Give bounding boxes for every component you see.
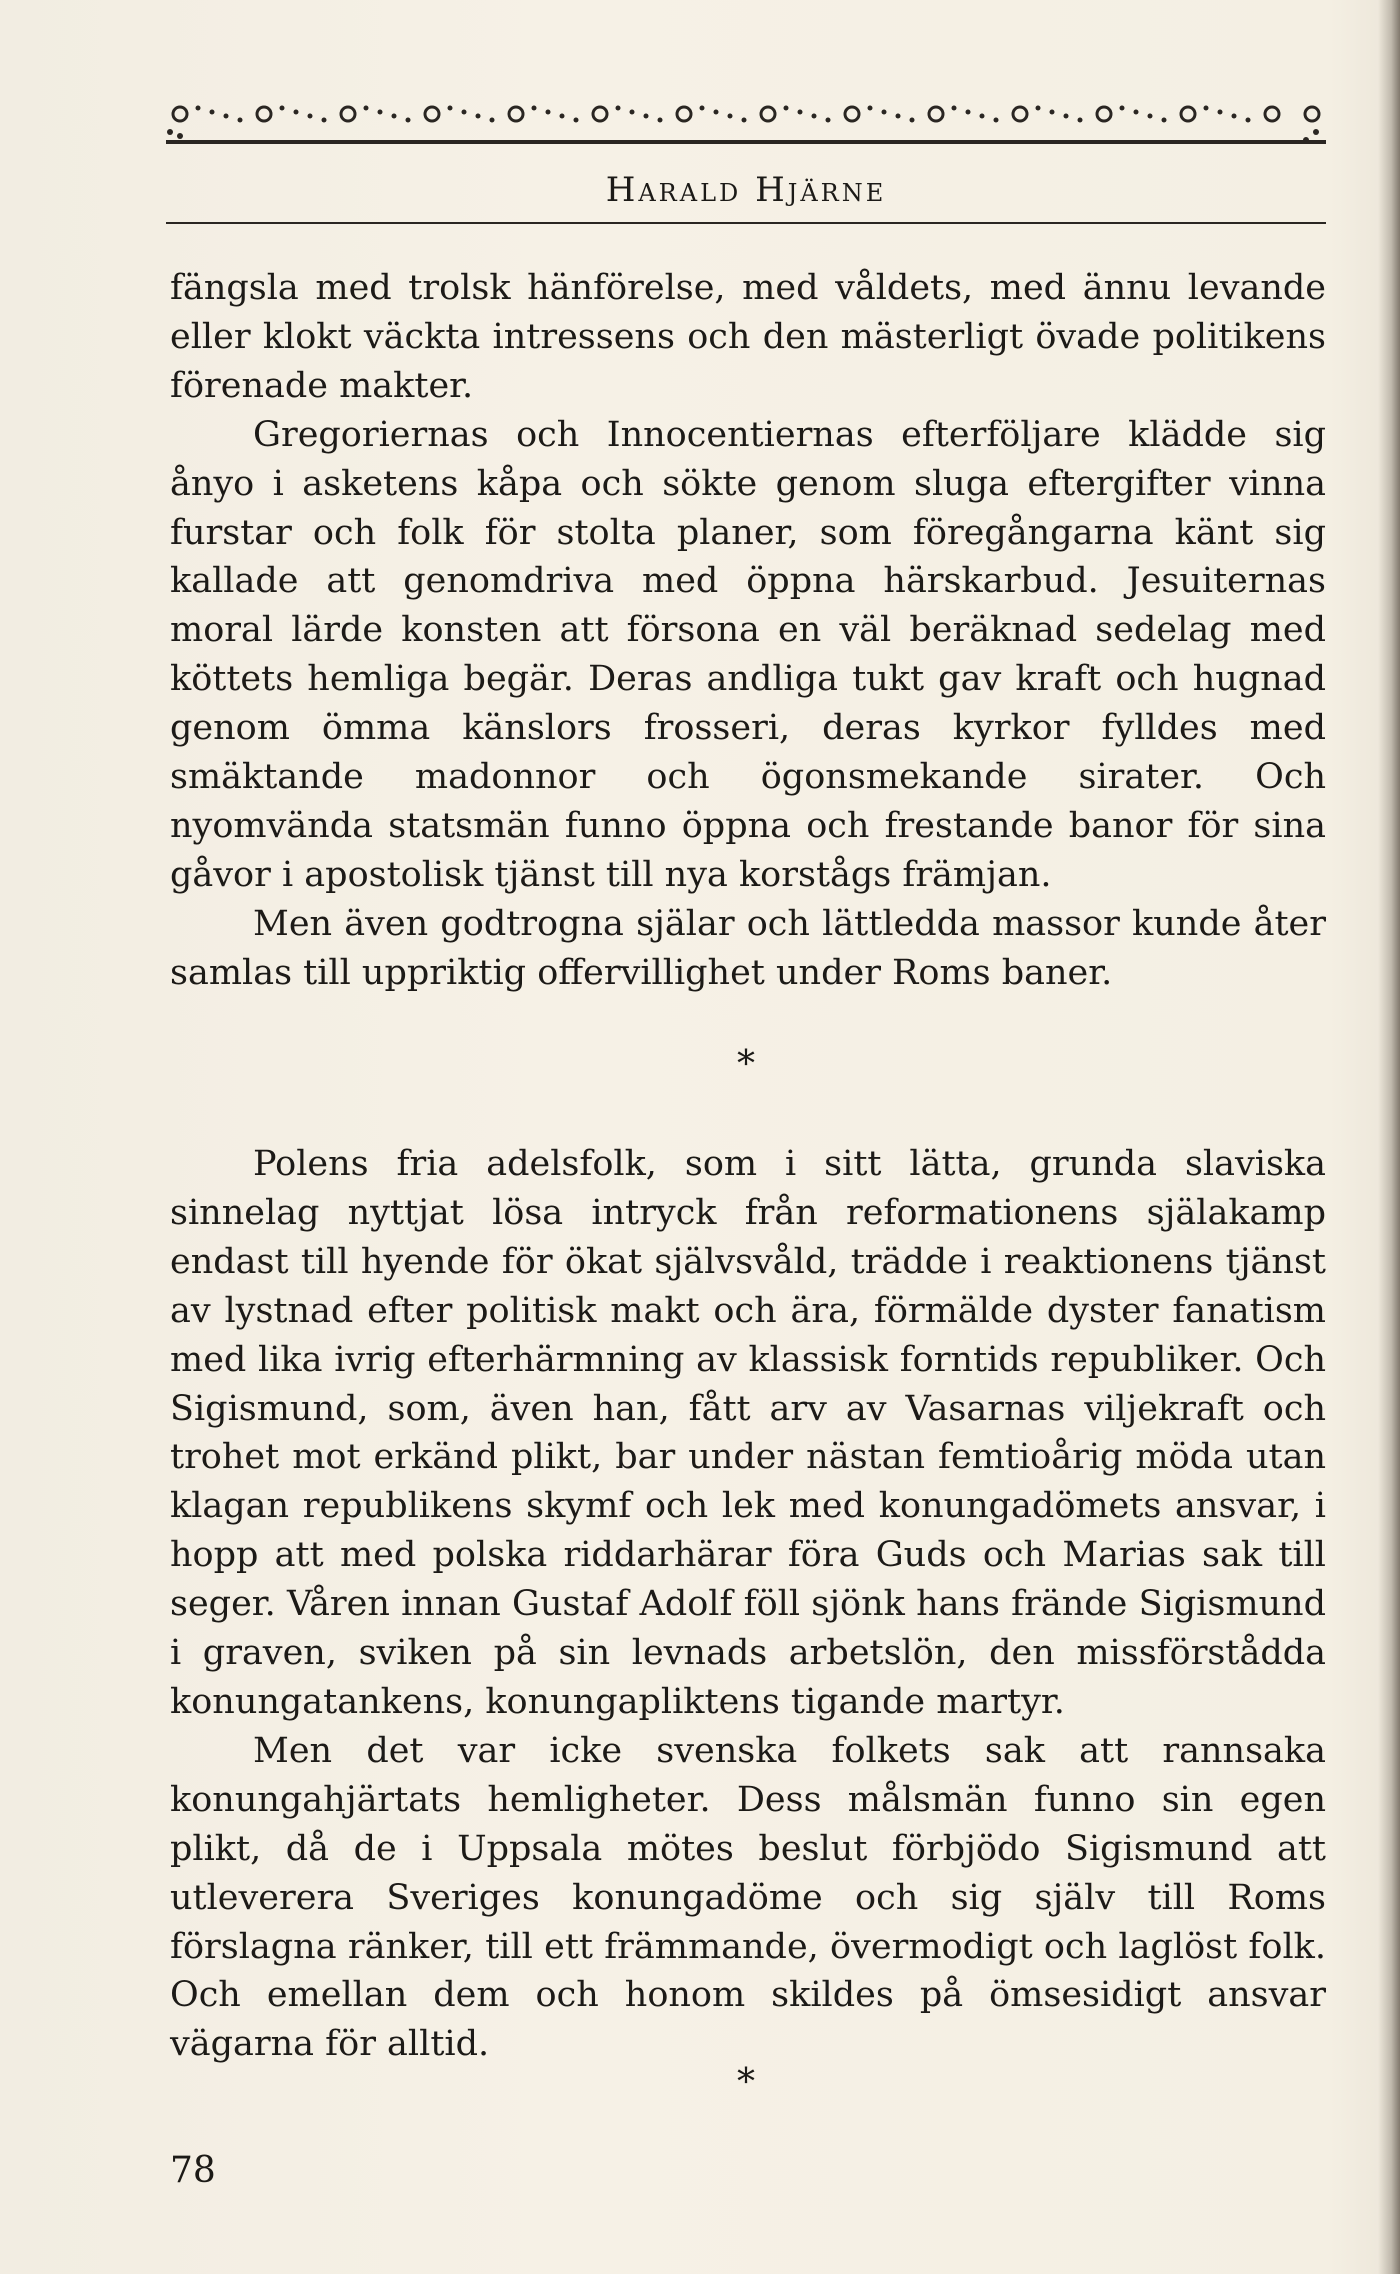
section-separator-asterisk: * xyxy=(737,2062,755,2103)
page-edge-shadow xyxy=(1378,0,1400,2274)
paragraph: fängsla med trolsk hänförelse, med våldets, med ännu levande eller klokt väckta intressens och den mästerligt övade politikens förenade makter. xyxy=(170,268,1326,406)
text-section-1 xyxy=(170,264,1326,998)
running-header: Harald Hjärne xyxy=(605,170,887,210)
paragraph: Men även godtrogna själar och lättledda massor kunde åter samlas till uppriktig offervillighet under Roms baner. xyxy=(170,903,1326,993)
paragraph: Men det var icke svenska folkets sak att rannsaka konungahjärtats hemligheter. Dess målsmän funno sin egen plikt, då de i Uppsala mötes beslut förbjödo Sigismund att utleverera Sveriges konungadöme och sig själv till Roms förslagna ränker, till ett främmande, övermodigt och laglöst folk. Och emellan dem och honom skildes på ömsesidigt ansvar vägarna för alltid. xyxy=(170,1730,1326,2065)
text-section-2 xyxy=(170,1140,1326,2069)
header-rule xyxy=(166,222,1326,224)
section-separator-asterisk: * xyxy=(737,1044,755,1085)
page-number: 78 xyxy=(170,2150,216,2191)
decorative-header-ornament xyxy=(166,96,1326,156)
paragraph: Gregoriernas och Innocentiernas efterföljare klädde sig ånyo i asketens kåpa och sökte genom sluga eftergifter vinna furstar och folk för stolta planer, som föregångarna känt sig kallade att genomdriva med öppna härskarbud. Jesuiternas moral lärde konsten att försona en väl beräknad sedelag med köttets hemliga begär. Deras andliga tukt gav kraft och hugnad genom ömma känslors frosseri, deras kyrkor fylldes med smäktande madonnor och ögonsmekande sirater. Och nyomvända statsmän funno öppna och frestande banor för sina gåvor i apostolisk tjänst till nya korstågs främjan. xyxy=(170,414,1326,895)
paragraph: Polens fria adelsfolk, som i sitt lätta, grunda slaviska sinnelag nyttjat lösa intryck från reformationens själakamp endast till hyende för ökat självsvåld, trädde i reaktionens tjänst av lystnad efter politisk makt och ära, förmälde dyster fanatism med lika ivrig efterhärmning av klassisk forntids republiker. Och Sigismund, som, även han, fått arv av Vasarnas viljekraft och trohet mot erkänd plikt, bar under nästan femtioårig möda utan klagan republikens skymf och lek med konungadömets ansvar, i hopp att med polska riddarhärar föra Guds och Marias sak till seger. Våren innan Gustaf Adolf föll sjönk hans frände Sigismund i graven, sviken på sin levnads arbetslön, den missförstådda konungatankens, konungapliktens tigande martyr. xyxy=(170,1144,1326,1722)
